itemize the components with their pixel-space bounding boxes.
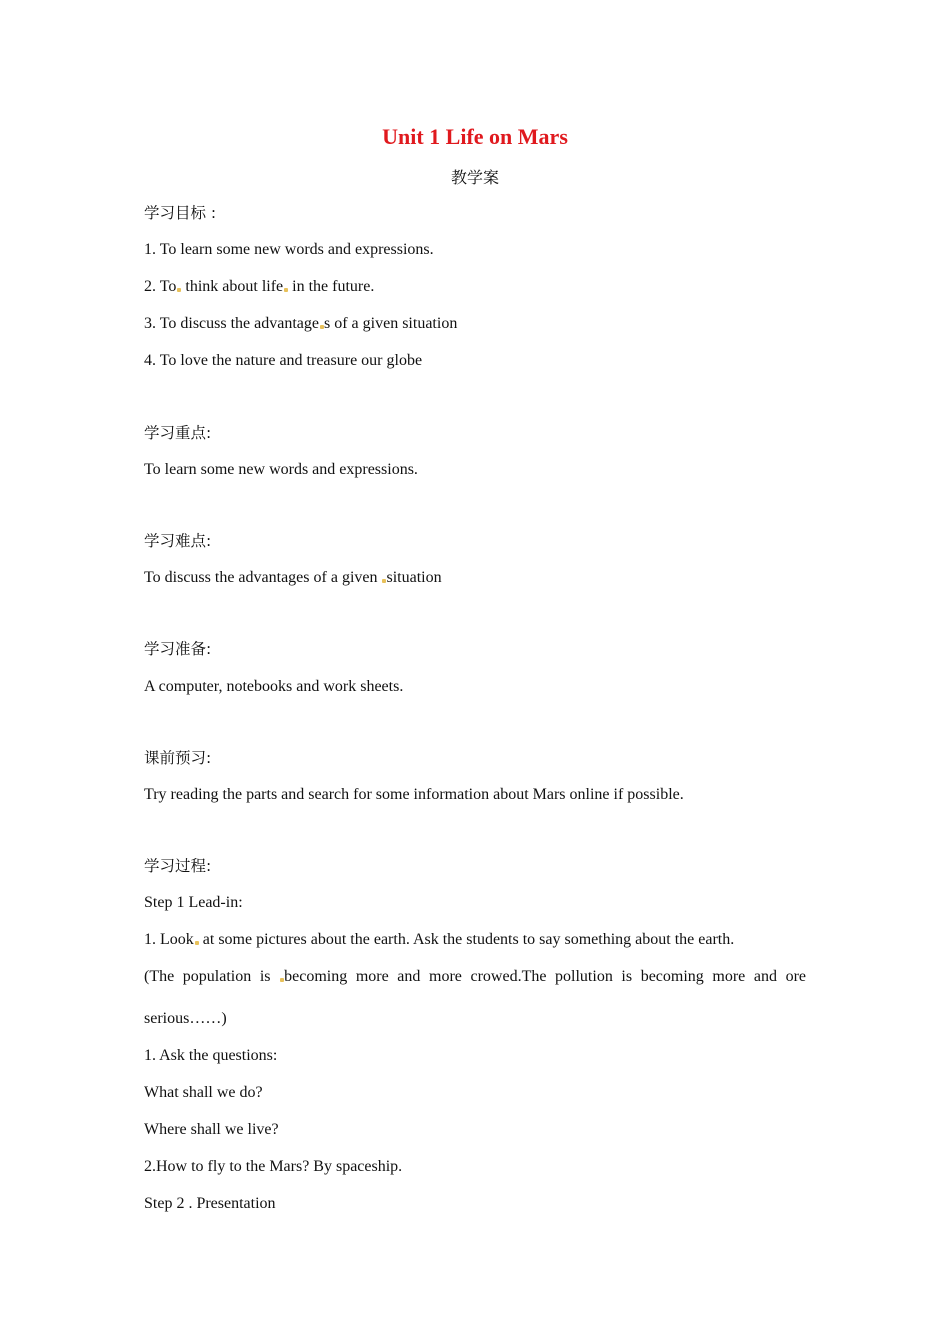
preview-text: Try reading the parts and search for some information about Mars online if possible. (144, 786, 684, 803)
key-points-heading: 学习重点: (144, 424, 212, 442)
objective-2-part-b: think about life (181, 278, 284, 295)
objective-3 (144, 313, 806, 335)
difficulties-part-b: situation (386, 569, 442, 586)
lead-in-note-end: serious……) (144, 1010, 227, 1027)
preparation-text: A computer, notebooks and work sheets. (144, 678, 404, 695)
difficulties-heading: 学习难点: (144, 532, 212, 550)
fly-question: 2.How to fly to the Mars? By spaceship. (144, 1158, 403, 1175)
objective-1: 1. To learn some new words and expressions. (144, 241, 434, 258)
look-part-a: 1. Look (144, 931, 194, 948)
objective-2-part-c: in the future. (288, 278, 375, 295)
lead-in-look (144, 929, 806, 951)
objective-3-part-a: 3. To discuss the advantage (144, 315, 319, 332)
preparation-heading: 学习准备: (144, 640, 212, 658)
note-part-b: becoming more and more crowed.The pollution is becoming more and ore (284, 968, 807, 985)
look-part-b: at some pictures about the earth. Ask the students to say something about the earth. (198, 931, 735, 948)
objective-2 (144, 276, 806, 298)
process-heading: 学习过程: (144, 857, 212, 875)
objectives-heading: 学习目标 : (144, 204, 217, 222)
document-subtitle: 教学案 (450, 168, 499, 187)
key-points-text: To learn some new words and expressions. (144, 461, 418, 478)
objective-3-part-b: s of a given situation (324, 315, 458, 332)
objective-4: 4. To love the nature and treasure our globe (144, 352, 423, 369)
document-title: Unit 1 Life on Mars (382, 124, 568, 149)
preview-heading: 课前预习: (144, 749, 212, 767)
difficulties-text (144, 567, 806, 589)
difficulties-part-a: To discuss the advantages of a given (144, 569, 382, 586)
question-2: Where shall we live? (144, 1121, 279, 1138)
step-1-heading: Step 1 Lead-in: (144, 894, 243, 911)
question-1: What shall we do? (144, 1084, 263, 1101)
ask-questions: 1. Ask the questions: (144, 1047, 278, 1064)
lead-in-note (144, 966, 806, 988)
objective-2-part-a: 2. To (144, 278, 177, 295)
step-2-heading: Step 2 . Presentation (144, 1195, 276, 1212)
note-part-a: (The population is (144, 968, 280, 985)
